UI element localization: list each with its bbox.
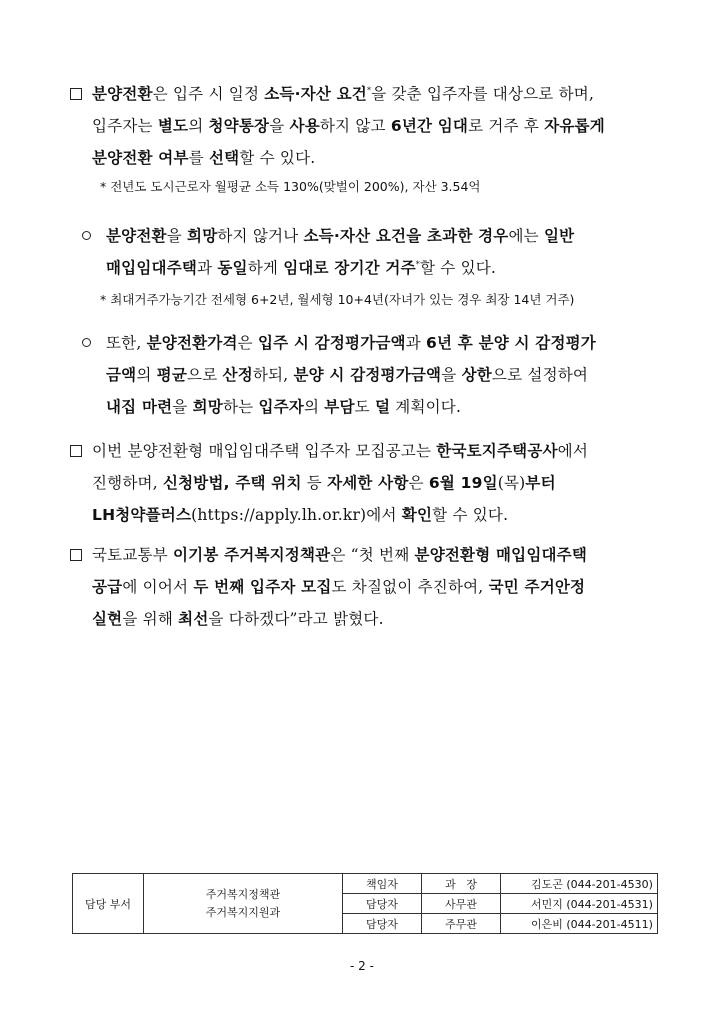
bold-text-run: 6년간 임대 xyxy=(390,117,469,135)
title-cell: 사무관 xyxy=(422,894,501,914)
bold-text-run: 매입임대주택 xyxy=(106,259,198,277)
table-row xyxy=(73,874,658,894)
name-phone-cell: 김도곤 (044-201-4530) xyxy=(501,874,658,894)
circle-bullet-icon xyxy=(82,231,91,240)
bold-text-run: 사용 xyxy=(289,117,320,135)
text-run: 계획이다. xyxy=(390,398,462,416)
text-run: 에서 xyxy=(557,442,589,460)
text-run: 국토교통부 xyxy=(92,546,173,564)
bold-text-run: 6년 후 분양 시 감정평가 xyxy=(426,334,596,352)
paragraph-recruitment-notice xyxy=(92,435,588,531)
bold-text-run: 소득·자산 요건 xyxy=(264,85,367,103)
text-run: 은 입주 시 일정 xyxy=(152,85,265,103)
bold-text-run: 희망 xyxy=(187,227,218,245)
bold-text-run: 분양전환 여부 xyxy=(92,149,189,167)
bold-text-run: 내집 마련 xyxy=(106,398,173,416)
paragraph-long-term-lease xyxy=(106,220,574,284)
circle-bullet-icon xyxy=(82,338,91,347)
footnote-income-asset: * 전년도 도시근로자 월평균 소득 130%(맞벌이 200%), 자산 3.54억 xyxy=(100,179,481,194)
paragraph-official-quote xyxy=(92,539,587,635)
bold-text-run: 선택 xyxy=(208,149,240,167)
bold-text-run: 덜 xyxy=(374,398,391,416)
bold-text-run: 확인 xyxy=(401,506,433,524)
name-phone-cell: 이은비 (044-201-4511) xyxy=(501,914,658,934)
text-line xyxy=(92,110,605,142)
text-run: 과 xyxy=(197,259,218,277)
bold-text-run: 별도 xyxy=(157,117,189,135)
text-run: 을 xyxy=(269,117,290,135)
bold-text-run: 동일 xyxy=(217,259,248,277)
dept-name: 주거복지지원과 xyxy=(205,905,281,919)
dept-names-cell xyxy=(144,874,343,934)
text-run: 은 “첫 번째 xyxy=(330,546,415,564)
text-run: 은 xyxy=(408,474,429,492)
text-run: 진행하며, xyxy=(92,474,163,492)
text-run: 도 xyxy=(354,398,375,416)
text-run: 이번 분양전환형 매입임대주택 입주자 모집공고는 xyxy=(92,442,437,460)
bold-text-run: 한국토지주택공사 xyxy=(436,442,558,460)
bold-text-run: 임대로 장기간 거주 xyxy=(283,259,416,277)
dept-name: 주거복지정책관 xyxy=(205,887,281,901)
text-run: 할 수 있다. xyxy=(432,506,509,524)
title-cell: 과 장 xyxy=(422,874,501,894)
text-run: 을 갖춘 입주자를 대상으로 하며, xyxy=(371,85,595,103)
text-run: (https://apply.lh.or.kr)에서 xyxy=(191,506,402,524)
bold-text-run: 금액 xyxy=(106,366,137,384)
paragraph-sale-conversion xyxy=(92,78,605,174)
bold-text-run: LH청약플러스 xyxy=(92,506,192,524)
page-number: - 2 - xyxy=(350,959,374,973)
bold-text-run: 신청방법, 주택 위치 xyxy=(162,474,302,492)
text-run: 할 수 있다. xyxy=(239,149,316,167)
text-line xyxy=(106,359,596,391)
paragraph-conversion-price xyxy=(106,327,596,423)
role-cell: 담당자 xyxy=(343,894,422,914)
text-line xyxy=(92,499,588,531)
text-run: 의 xyxy=(136,366,157,384)
text-line xyxy=(106,220,574,252)
bold-text-run: 희망 xyxy=(192,398,223,416)
text-run: 으로 설정하여 xyxy=(491,366,589,384)
bold-text-run: 자유롭게 xyxy=(544,117,605,135)
text-line xyxy=(106,391,596,423)
square-bullet-icon xyxy=(70,549,82,561)
bold-text-run: 분양전환가격 xyxy=(146,334,238,352)
text-run: 에는 xyxy=(508,227,544,245)
bold-text-run: 최선 xyxy=(178,610,209,628)
bold-text-run: 이기봉 주거복지정책관 xyxy=(173,546,331,564)
bold-text-run: 6월 19일 xyxy=(428,474,498,492)
square-bullet-icon xyxy=(70,88,82,100)
text-line xyxy=(92,435,588,467)
text-line xyxy=(92,603,587,635)
bold-text-run: 두 번째 입주자 모집 xyxy=(193,578,332,596)
text-line xyxy=(106,327,596,359)
bold-text-run: 입주 시 감정평가금액 xyxy=(257,334,406,352)
text-run: 에 이어서 xyxy=(122,578,194,596)
text-run: 을 위해 xyxy=(122,610,179,628)
bold-text-run: 소득·자산 요건을 초과한 경우 xyxy=(303,227,509,245)
text-run: 을 xyxy=(166,227,188,245)
footnote-mark: * xyxy=(366,85,372,95)
text-run: 을 다하겠다”라고 밝혔다. xyxy=(208,610,384,628)
text-run: 하되, xyxy=(252,366,294,384)
text-line xyxy=(92,571,587,603)
text-run: 과 xyxy=(405,334,427,352)
text-line xyxy=(92,142,605,174)
text-run: 하지 않거나 xyxy=(217,227,304,245)
bold-text-run: 자세한 사항 xyxy=(327,474,409,492)
bold-text-run: 일반 xyxy=(543,227,575,245)
text-line xyxy=(106,252,574,284)
text-run: 의 xyxy=(303,398,325,416)
text-run: 로 거주 후 xyxy=(468,117,545,135)
bold-text-run: 분양전환형 매입임대주택 xyxy=(414,546,588,564)
text-run: 을 xyxy=(172,398,193,416)
contact-table xyxy=(72,873,658,934)
text-run: 등 xyxy=(301,474,328,492)
bold-text-run: 청약통장 xyxy=(208,117,270,135)
square-bullet-icon xyxy=(70,445,82,457)
bold-text-run: 입주자 xyxy=(258,398,304,416)
title-cell: 주무관 xyxy=(422,914,501,934)
text-run: (목) xyxy=(497,474,526,492)
text-run: 을 xyxy=(441,366,462,384)
text-line xyxy=(92,467,588,499)
text-run: 를 xyxy=(188,149,209,167)
text-line xyxy=(92,78,605,110)
text-run: 하게 xyxy=(247,259,284,277)
text-run: 하는 xyxy=(222,398,259,416)
text-run: 또한, xyxy=(106,334,147,352)
dept-label-cell: 담당 부서 xyxy=(73,874,144,934)
text-run: 할 수 있다. xyxy=(419,259,497,277)
text-run: 의 xyxy=(188,117,209,135)
role-cell: 책임자 xyxy=(343,874,422,894)
text-run: 은 xyxy=(237,334,258,352)
text-line xyxy=(92,539,587,571)
text-run: 입주자는 xyxy=(92,117,158,135)
bold-text-run: 분양전환 xyxy=(106,227,167,245)
bold-text-run: 분양 시 감정평가금액 xyxy=(293,366,442,384)
bold-text-run: 부터 xyxy=(525,474,556,492)
text-run: 도 차질없이 추진하여, xyxy=(331,578,489,596)
role-cell: 담당자 xyxy=(343,914,422,934)
bold-text-run: 평균 xyxy=(156,366,188,384)
bold-text-run: 상한 xyxy=(461,366,492,384)
bold-text-run: 분양전환 xyxy=(92,85,153,103)
bold-text-run: 국민 주거안정 xyxy=(488,578,586,596)
bold-text-run: 공급 xyxy=(92,578,123,596)
footnote-mark: * xyxy=(415,259,420,269)
bold-text-run: 실현 xyxy=(92,610,123,628)
footnote-max-period: * 최대거주가능기간 전세형 6+2년, 월세형 10+4년(자녀가 있는 경우 최장 14년 거주) xyxy=(100,292,575,307)
name-phone-cell: 서민지 (044-201-4531) xyxy=(501,894,658,914)
bold-text-run: 산정 xyxy=(222,366,253,384)
bold-text-run: 부담 xyxy=(324,398,355,416)
text-run: 하지 않고 xyxy=(319,117,391,135)
text-run: 으로 xyxy=(187,366,223,384)
